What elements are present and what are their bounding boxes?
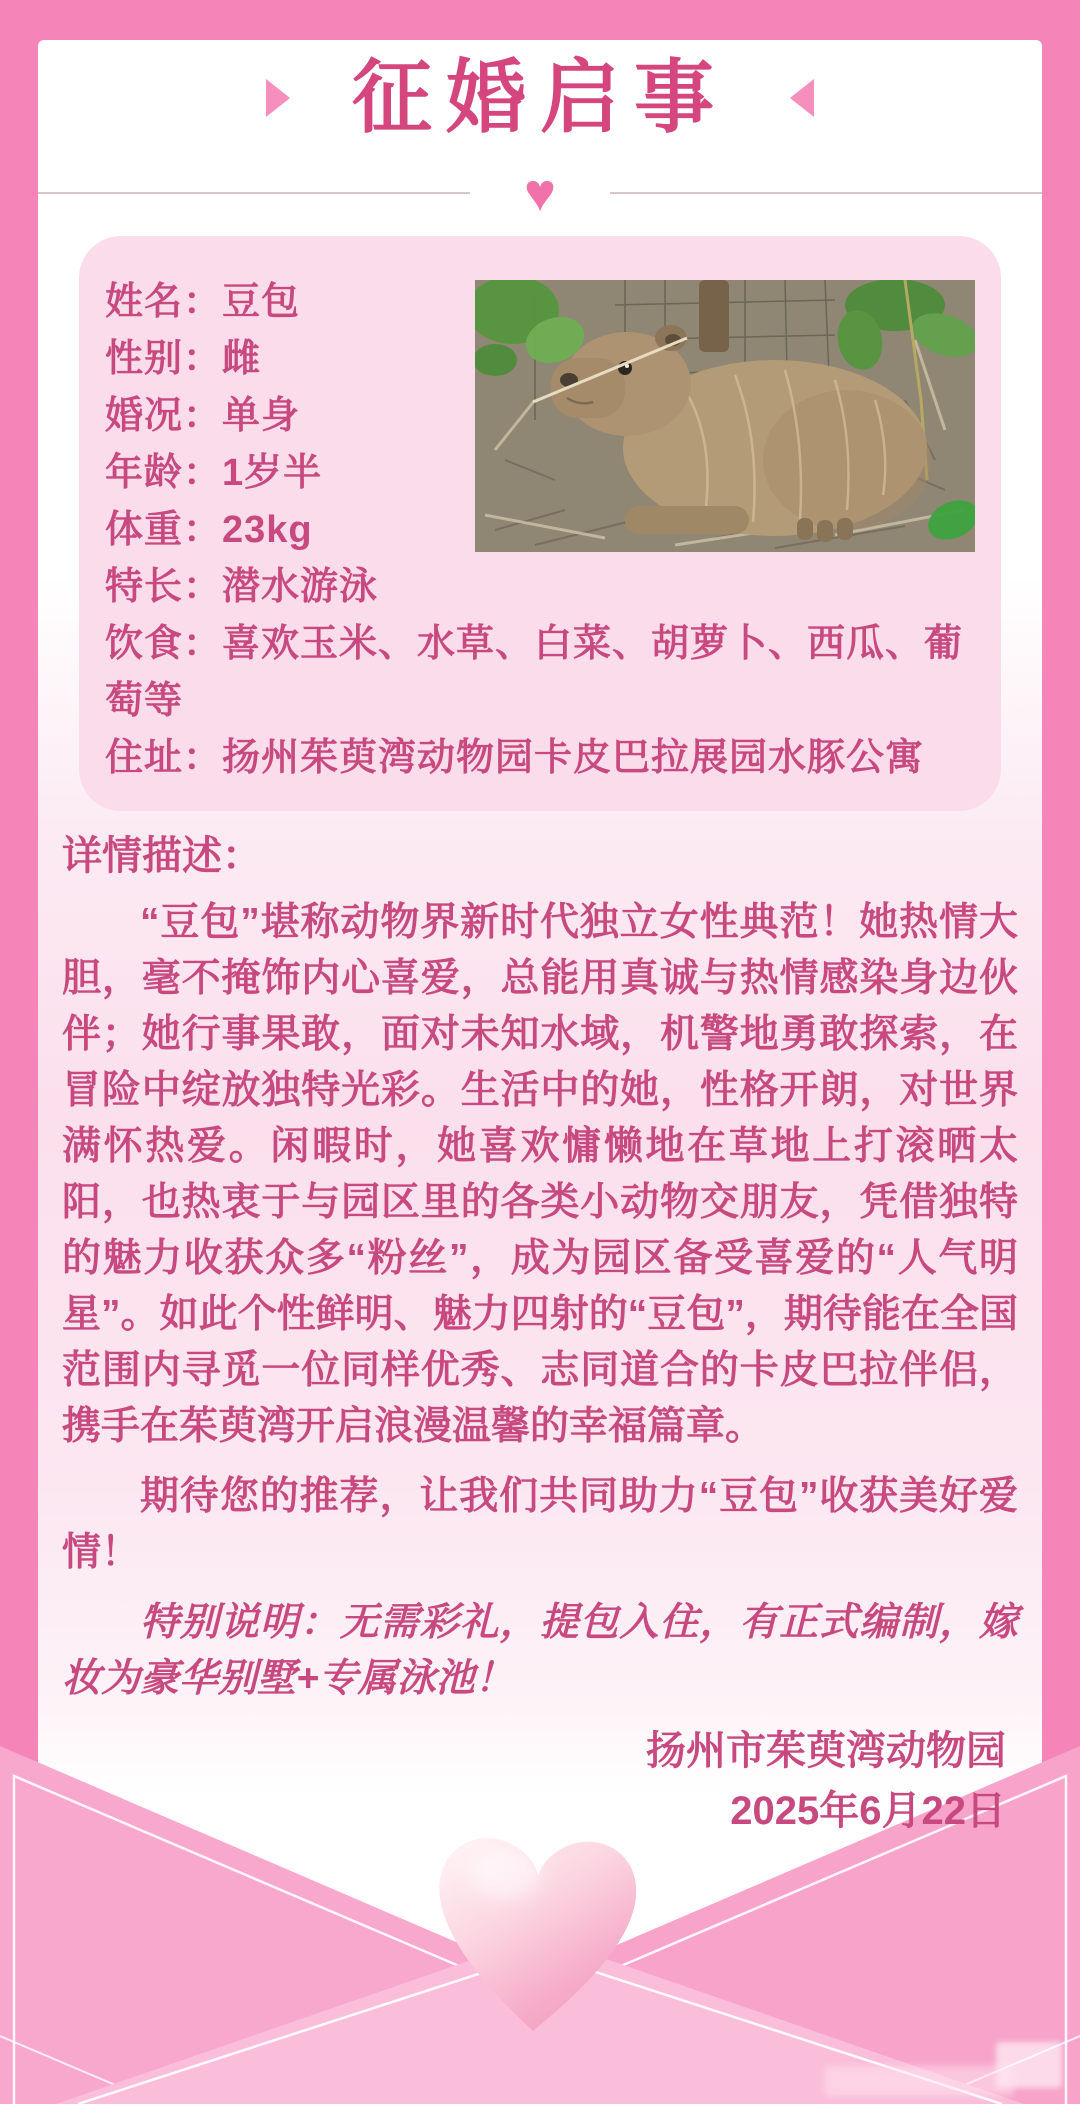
poster-header: [0, 0, 1080, 142]
poster-title: 征婚启事: [352, 53, 728, 142]
profile-label: 住址：: [105, 737, 223, 779]
profile-value: 单身: [222, 395, 301, 437]
profile-label: 特长：: [105, 566, 223, 608]
profile-label: 年龄：: [105, 452, 223, 494]
special-note: 特别说明：无需彩礼，提包入住，有正式编制，嫁妆为豪华别墅+专属泳池！: [62, 1601, 1018, 1700]
profile-label: 婚况：: [105, 395, 223, 437]
heart-icon: ♥: [523, 163, 557, 223]
triangle-left-icon: [790, 79, 814, 117]
capybara-photo-illustration: [475, 280, 975, 552]
profile-row-diet: [105, 616, 975, 730]
divider-line-right: [610, 192, 1042, 194]
profile-value: 豆包: [222, 281, 301, 323]
profile-value: 潜水游泳: [222, 566, 379, 608]
profile-value: 雌: [222, 338, 262, 380]
description-paragraph-1: “豆包”堪称动物界新时代独立女性典范！她热情大胆，毫不掩饰内心喜爱，总能用真诚与热情感染身边伙伴；她行事果敢，面对未知水域，机警地勇敢探索，在冒险中绽放独特光彩。生活中的她，性格开朗，对世界满怀热爱。闲暇时，她喜欢慵懒地在草地上打滚晒太阳，也热衷于与园区里的各类小动物交朋友，凭借独特的魅力收获众多“粉丝”，成为园区备受喜爱的“人气明星”。如此个性鲜明、魅力四射的“豆包”，期待能在全国范围内寻觅一位同样优秀、志同道合的卡皮巴拉伴侣，携手在茱萸湾开启浪漫温馨的幸福篇章。: [62, 901, 1018, 1448]
signature-block: [0, 1721, 1080, 1841]
description-heading: 详情描述：: [62, 834, 262, 878]
heart-divider: [38, 163, 1042, 223]
signature-organization: 扬州市茱萸湾动物园: [646, 1729, 1006, 1773]
description-section: [0, 831, 1080, 1707]
profile-label: 体重：: [105, 509, 223, 551]
watermark-blur: [824, 2066, 1014, 2096]
profile-value: 23kg: [222, 509, 313, 551]
profile-label: 姓名：: [105, 281, 223, 323]
description-paragraph-2: 期待您的推荐，让我们共同助力“豆包”收获美好爱情！: [62, 1475, 1018, 1574]
triangle-right-icon: [266, 79, 290, 117]
profile-label: 性别：: [105, 338, 223, 380]
profile-row-address: [105, 730, 975, 787]
divider-line-left: [38, 192, 470, 194]
profile-value: 1岁半: [222, 452, 323, 494]
profile-value: 扬州茱萸湾动物园卡皮巴拉展园水豚公寓: [222, 737, 925, 779]
capybara-photo: [475, 280, 975, 552]
profile-value: 喜欢玉米、水草、白菜、胡萝卜、西瓜、葡萄等: [105, 623, 964, 722]
signature-date: 2025年6月22日: [730, 1789, 1006, 1833]
profile-row-specialty: [105, 559, 975, 616]
profile-card: [79, 236, 1001, 811]
profile-label: 饮食：: [105, 623, 223, 665]
